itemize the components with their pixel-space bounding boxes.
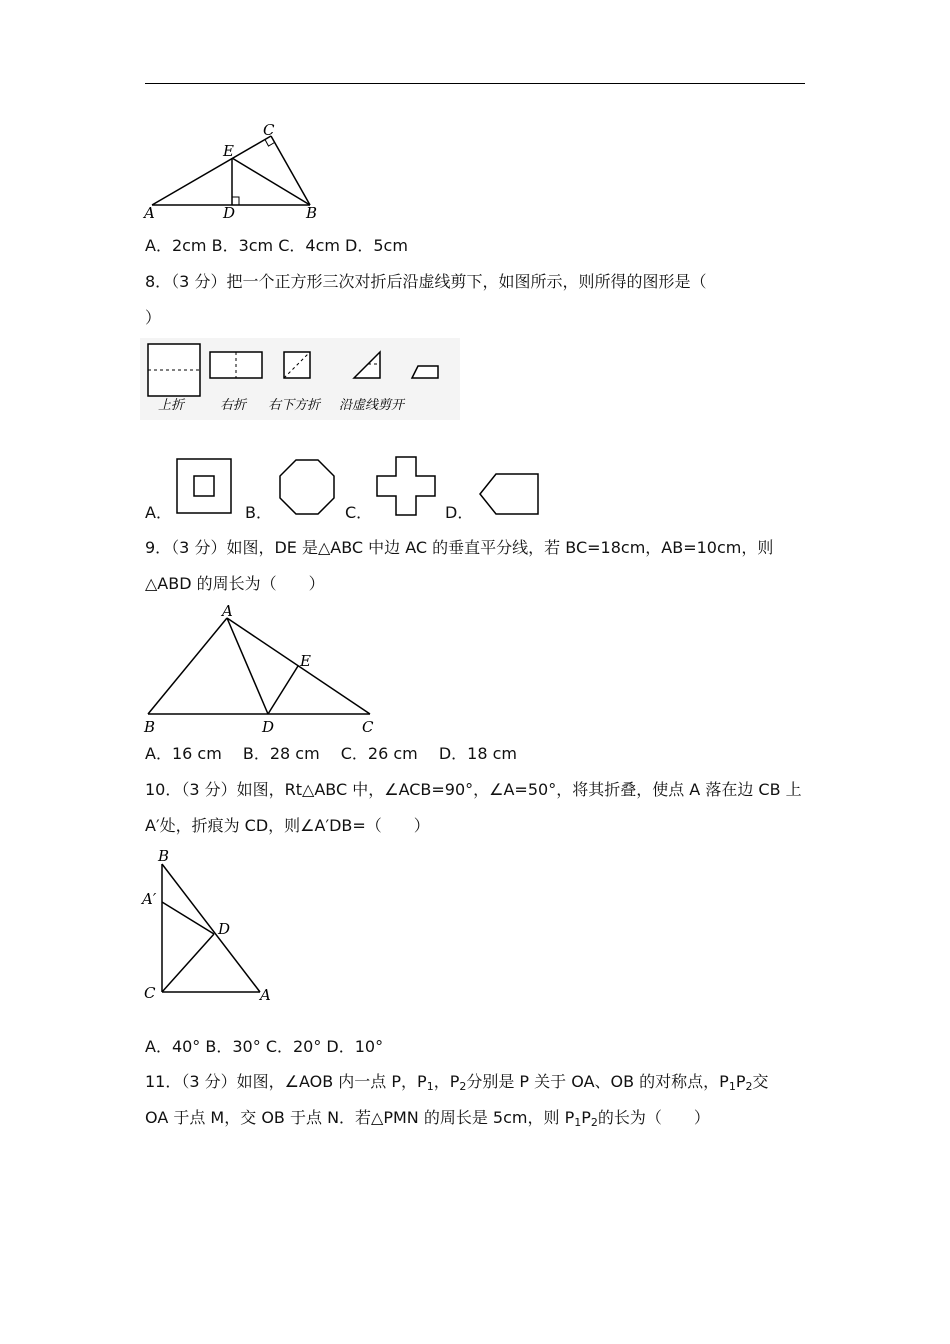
q8-option-b-label: B． (245, 503, 272, 522)
segment-A1D (162, 902, 214, 934)
label-D: D (218, 920, 231, 938)
label-B: B (158, 847, 170, 865)
q10-stem-line1: 10．（3 分）如图，Rt△ABC 中，∠ACB=90°，∠A=50°，将其折叠，使点 A 落在边 CB 上 (145, 780, 802, 799)
q8-stem-line2: ） (145, 308, 162, 327)
q9-options: A．16 cm B．28 cm C．26 cm D．18 cm (145, 744, 517, 763)
label-C: C (263, 121, 275, 139)
q11-stem-line1: 11．（3 分）如图，∠AOB 内一点 P，$P_1$，$P_2$分别是 P 关于 OA、OB 的对称点，$P_1P_2$交 (145, 1072, 769, 1093)
segment-DE (268, 666, 298, 714)
q9-figure (140, 604, 380, 736)
q10-options: A．40° B．30° C．20° D．10° (145, 1037, 384, 1056)
q8-option-c-label: C． (345, 503, 373, 522)
segment-CD (162, 934, 214, 992)
segment-AB (148, 618, 227, 714)
header-rule (145, 83, 805, 84)
q8-option-d-figure (478, 472, 542, 516)
label-D: D (262, 718, 275, 736)
q9-stem-line1: 9．（3 分）如图，DE 是△ABC 中边 AC 的垂直平分线，若 BC=18cm，AB=10cm，则 (145, 538, 774, 557)
label-E: E (300, 652, 311, 670)
caption-cut: 沿虚线剪开 (339, 398, 405, 413)
label-B: B (306, 204, 318, 222)
label-C: C (362, 718, 374, 736)
q8-option-d-label: D． (445, 503, 474, 522)
label-A: A (260, 986, 271, 1004)
q8-option-b-figure (278, 458, 336, 516)
q8-option-a-figure (176, 458, 232, 514)
q11-stem-line2: OA 于点 M，交 OB 于点 N．若△PMN 的周长是 5cm，则 $P_1P_2$的长为（ ） (145, 1108, 710, 1129)
segment-CB (271, 136, 310, 205)
q8-option-a-label: A． (145, 503, 172, 522)
label-A: A (144, 204, 155, 222)
label-B: B (144, 718, 156, 736)
q7-figure (140, 120, 330, 222)
caption-fold-up: 上折 (158, 398, 185, 413)
label-C: C (144, 984, 156, 1002)
q8-folding-figure (140, 338, 460, 420)
q7-options: A．2cm B．3cm C．4cm D．5cm (145, 236, 408, 255)
q10-figure (140, 846, 280, 1006)
label-A-prime: A′ (142, 890, 157, 908)
q8-option-c-figure (376, 456, 436, 516)
q9-stem-line2: △ABD 的周长为（ ） (145, 574, 325, 593)
q8-stem-line1: 8．（3 分）把一个正方形三次对折后沿虚线剪下，如图所示，则所得的图形是（ (145, 272, 707, 291)
label-E: E (223, 142, 234, 160)
q10-stem-line2: A′处，折痕为 CD，则∠A′DB=（ ） (145, 816, 430, 835)
segment-AC (227, 618, 370, 714)
segment-EB (232, 158, 310, 205)
segment-BA (162, 864, 260, 992)
caption-fold-right: 右折 (220, 398, 247, 413)
caption-fold-down-right: 右下方折 (268, 398, 321, 413)
label-D: D (223, 204, 236, 222)
label-A: A (222, 604, 233, 620)
